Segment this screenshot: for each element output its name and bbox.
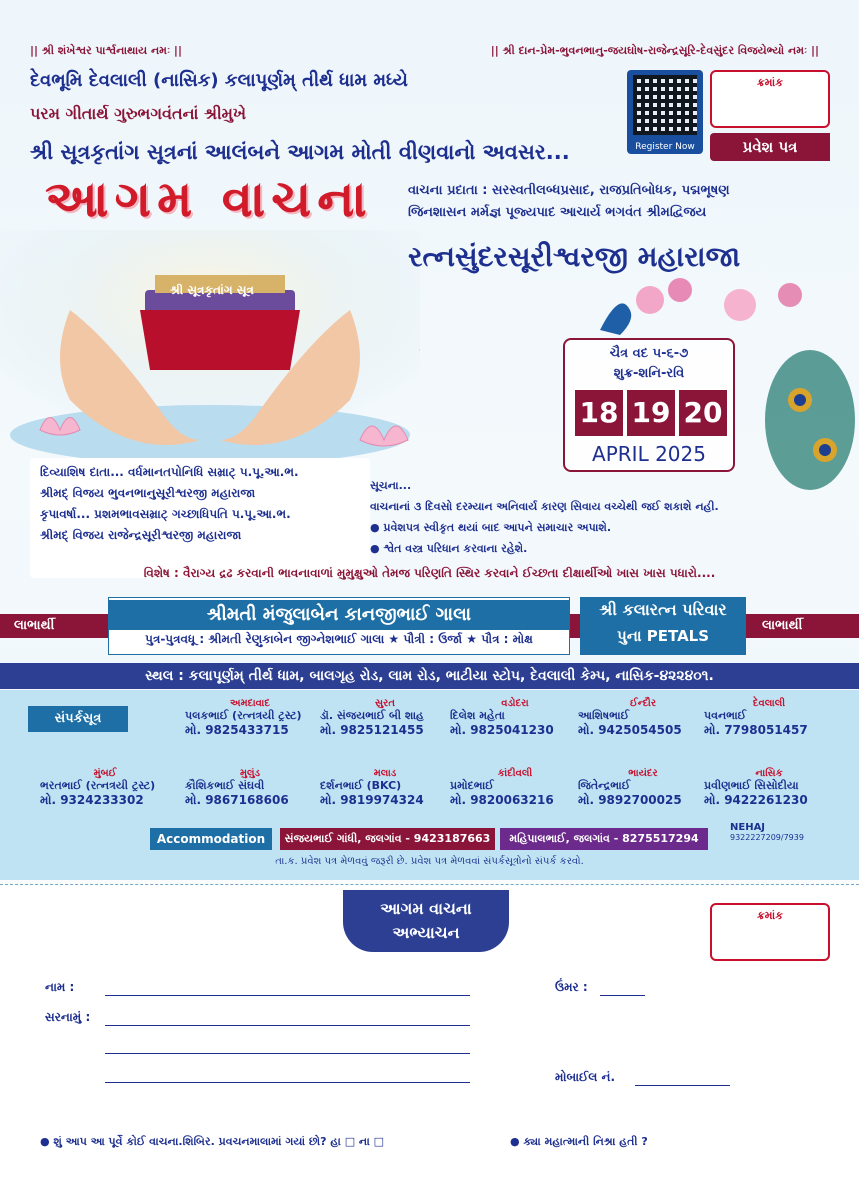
contact-city: કાંદીવલી [497, 768, 533, 779]
contact-city: વડોદરા [501, 698, 529, 709]
headline-occasion: શ્રી સૂત્રકૃતાંગ સૂત્રનાં આલંબને આગમ મોતી વીણવાનો અવસર... [30, 140, 570, 164]
contact-city: ઈન્દૌર [629, 698, 657, 709]
contact-city: સુરત [375, 698, 395, 709]
qr-register-label: Register Now [635, 142, 695, 152]
beneficiary-name-1: શ્રીમતી મંજુલાબેન કાનજીભાઈ ગાલા [109, 600, 569, 630]
contact-name: પ્રવીણભાઈ સિસોદીયા [704, 779, 799, 792]
mobile-field[interactable] [635, 1085, 730, 1086]
book-label: શ્રી સૂત્રકૃતાંગ સૂત્ર [170, 283, 254, 297]
pradata-line1: વાચના પ્રદાતા : સરસ્વતીલબ્ધપ્રસાદ, રાજપ્રતિબોધક, પદ્મભૂષણ [408, 183, 730, 198]
hands-scripture-illustration [0, 230, 420, 470]
beneficiary-card-1 [108, 597, 570, 655]
contact-city: અમદાવાદ [230, 698, 270, 709]
contact-name: દિલેશ મહેતા [450, 709, 505, 722]
blessing-line: શ્રીમદ્ વિજય ભુવનભાનુસૂરીશ્વરજી મહારાજા [40, 486, 256, 500]
date-num-2: 19 [627, 390, 675, 436]
address-field-1[interactable] [105, 1025, 470, 1026]
contact-phone[interactable]: મો. 9825433715 [185, 723, 289, 737]
date-weekdays: શુક્ર-શનિ-રવિ [613, 366, 685, 381]
notice-item: વાચનાનાં ૩ દિવસો દરમ્યાન અનિવાર્ય કારણ સિવાય વચ્ચેથી જઈ શકાશે નહી. [370, 500, 719, 513]
contact-name: જિતેન્દ્રભાઈ [578, 779, 631, 792]
guru-name: રત્નસુંદરસૂરીશ્વરજી મહારાજા [408, 240, 741, 273]
peacock-flower-decoration [590, 270, 830, 340]
notice-head: સૂચના... [370, 479, 412, 492]
contact-card [578, 768, 708, 808]
question-mahatma: ● ક્યા મહાત્માની નિશ્રા હતી ? [510, 1135, 648, 1148]
cut-line [0, 884, 859, 885]
contact-name: પલકભાઈ (રત્નત્રયી ટ્રસ્ટ) [185, 709, 302, 722]
beneficiary-name-2: શ્રી કલારત્ન પરિવાર [599, 600, 727, 619]
contact-name: પ્રમોદભાઈ [450, 779, 494, 792]
contact-card [320, 768, 450, 808]
date-num-3: 20 [679, 390, 727, 436]
date-tithi: ચૈત્ર વદ ૫-૬-૭ [609, 346, 689, 361]
contact-city: દેવલાલી [752, 698, 786, 709]
shloka-left: || શ્રી શંખેશ્વર પાર્શ્વનાથાય નમઃ || [30, 44, 182, 57]
venue-address: સ્થલ : કલાપૂર્ણમ્ તીર્થ ધામ, બાલગૃહ રોડ, લામ રોડ, ભાટીયા સ્ટોપ, દેવલાલી કેમ્પ, નાસિક-૪૨૨૪૦૧. [0, 663, 859, 689]
blessing-line: દિવ્યાશિષ દાતા... વર્ધમાનતપોનિધિ સમ્રાટ્ પ.પૂ.આ.ભ. [40, 465, 299, 479]
form-header [343, 890, 509, 952]
headline-guru: પરમ ગીતાર્થ ગુરુભગવંતનાં શ્રીમુખે [30, 104, 247, 123]
contact-phone[interactable]: મો. 9892700025 [578, 793, 682, 807]
accommodation-contact-2[interactable]: મહિપાલભાઈ, જલગાંવ - 8275517294 [500, 828, 708, 850]
contact-card [704, 698, 834, 738]
form-title-1: આગમ વાચના [380, 899, 472, 918]
kramank-box-form[interactable] [710, 903, 830, 961]
date-box [563, 338, 735, 472]
shloka-right: || શ્રી દાન-પ્રેમ-ભુવનભાનુ-જયઘોષ-રાજેન્દ્રસૂરિ-દેવસુંદર વિજયેભ્યો નમઃ || [490, 44, 819, 57]
contact-name: દર્શનભાઈ (BKC) [320, 779, 402, 792]
contact-phone[interactable]: મો. 9425054505 [578, 723, 682, 737]
mobile-label: મોબાઈલ નં. [555, 1070, 616, 1084]
name-label: નામ : [45, 980, 75, 994]
beneficiary-card-2 [580, 597, 746, 655]
special-note: વિશેષ : વૈરાગ્ય દ્રઢ કરવાની ભાવનાવાળાં મુમુક્ષુઓ તેમજ પરિણતિ સ્થિર કરવાને ઈચ્છતા દીક્ષાર્થીઓ ખાસ ખાસ પધારો.... [143, 566, 716, 580]
age-field[interactable] [600, 995, 645, 996]
contact-card [450, 768, 580, 808]
notice-item: ● શ્વેત વસ્ત્ર પરિધાન કરવાના રહેશે. [370, 542, 528, 555]
contact-city: મુલુંડ [239, 768, 261, 779]
contact-card [450, 698, 580, 738]
kramank-label: ક્રમાંક [757, 76, 783, 89]
contact-phone[interactable]: મો. 9867168606 [185, 793, 289, 807]
labharthi-label-left: લાભાર્થી [14, 618, 55, 633]
contact-phone[interactable]: મો. 7798051457 [704, 723, 808, 737]
contact-card [185, 768, 315, 808]
contact-phone[interactable]: મો. 9422261230 [704, 793, 808, 807]
contacts-note: તા.ક. પ્રવેશ પત્ર મેળવવું જરૂરી છે. પ્રવેશ પત્ર મેળવવાં સંપર્કસૂત્રોનો સંપર્ક કરવો. [275, 856, 584, 867]
nehaj-phone: 9322227209/7939 [730, 833, 804, 842]
contact-phone[interactable]: મો. 9825041230 [450, 723, 554, 737]
contact-name: કૌશિકભાઈ સંઘવી [185, 779, 265, 792]
beneficiary-desc-1: પુત્ર-પુત્રવધૂ : શ્રીમતી રેણુકાબેન જીગ્નેશભાઈ ગાલા ★ પૌત્રી : ઉર્જા ★ પૌત્ર : મોક્ષ [145, 632, 533, 646]
date-month: APRIL 2025 [592, 442, 706, 466]
contact-card [320, 698, 450, 738]
contact-phone[interactable]: મો. 9825121455 [320, 723, 424, 737]
contact-card [578, 698, 708, 738]
notice-item: ● પ્રવેશપત્ર સ્વીકૃત થયાં બાદ આપને સમાચાર અપાશે. [370, 521, 612, 534]
blessings-box [30, 458, 370, 578]
contact-phone[interactable]: મો. 9820063216 [450, 793, 554, 807]
name-field[interactable] [105, 995, 470, 996]
age-label: ઉંમર : [555, 980, 588, 994]
contact-city: ભાયંદર [628, 768, 658, 779]
kramank-box-top [710, 70, 830, 128]
contact-name: આશિષભાઈ [578, 709, 630, 722]
address-label: સરનામું : [45, 1010, 91, 1024]
beneficiary-desc-2: પુના PETALS [616, 627, 710, 645]
contact-city: મલાડ [373, 768, 397, 779]
qr-register[interactable] [627, 70, 703, 154]
peacock-feather-decoration [740, 340, 859, 490]
contact-name: ડૉ. સંજયભાઈ બી શાહ [320, 709, 424, 722]
address-field-3[interactable] [105, 1082, 470, 1083]
pravesh-patra-tag: પ્રવેશ પત્ર [710, 133, 830, 161]
accommodation-label: Accommodation [150, 828, 272, 850]
nehaj-name: NEHAJ [730, 822, 766, 833]
form-title-2: અભ્યાચન [392, 923, 460, 942]
kramank-form-label: ક્રમાંક [757, 909, 783, 922]
contact-city: નાસિક [755, 768, 783, 779]
nehaj-logo [730, 822, 804, 842]
headline-location: દેવભૂમિ દેવલાલી (નાસિક) કલાપૂર્ણમ્ તીર્થ ધામ મધ્યે [30, 70, 408, 91]
accommodation-contact-1[interactable]: સંજયભાઈ ગાંધી, જલગાંવ - 9423187663 [280, 828, 495, 850]
labharthi-label-right: લાભાર્થી [762, 618, 803, 633]
question-prior-vachana[interactable]: ● શું આપ આ પૂર્વે કોઈ વાચના.શિબિર. પ્રવચનમાલામાં ગયાં છો? હા □ ના □ [40, 1135, 385, 1148]
contact-card [40, 768, 170, 808]
blessing-line: શ્રીમદ્ વિજય રાજેન્દ્રસૂરીશ્વરજી મહારાજા [40, 528, 242, 542]
blessing-line: કૃપાવર્ષા... પ્રશમભાવસમ્રાટ્ ગચ્છાધિપતિ પ.પૂ.આ.ભ. [40, 507, 291, 521]
contact-city: મુંબઈ [93, 768, 117, 779]
qr-code-icon [633, 75, 697, 135]
address-field-2[interactable] [105, 1053, 470, 1054]
contact-card [185, 698, 315, 738]
contact-phone[interactable]: મો. 9819974324 [320, 793, 424, 807]
date-num-1: 18 [575, 390, 623, 436]
event-title: આગમ વાચના [45, 170, 373, 228]
pradata-block [408, 180, 730, 224]
contacts-label: સંપર્કસૂત્ર [28, 706, 128, 732]
pradata-line2: જિનશાસન મર્મજ્ઞ પૂજ્યપાદ આચાર્ય ભગવંત શ્રીમદ્વિજય [408, 205, 707, 220]
contact-name: પવનભાઈ [704, 709, 747, 722]
contact-card [704, 768, 834, 808]
contact-phone[interactable]: મો. 9324233302 [40, 793, 144, 807]
contact-name: ભરતભાઈ (રત્નત્રયી ટ્રસ્ટ) [40, 779, 156, 792]
notice-block [370, 475, 840, 559]
